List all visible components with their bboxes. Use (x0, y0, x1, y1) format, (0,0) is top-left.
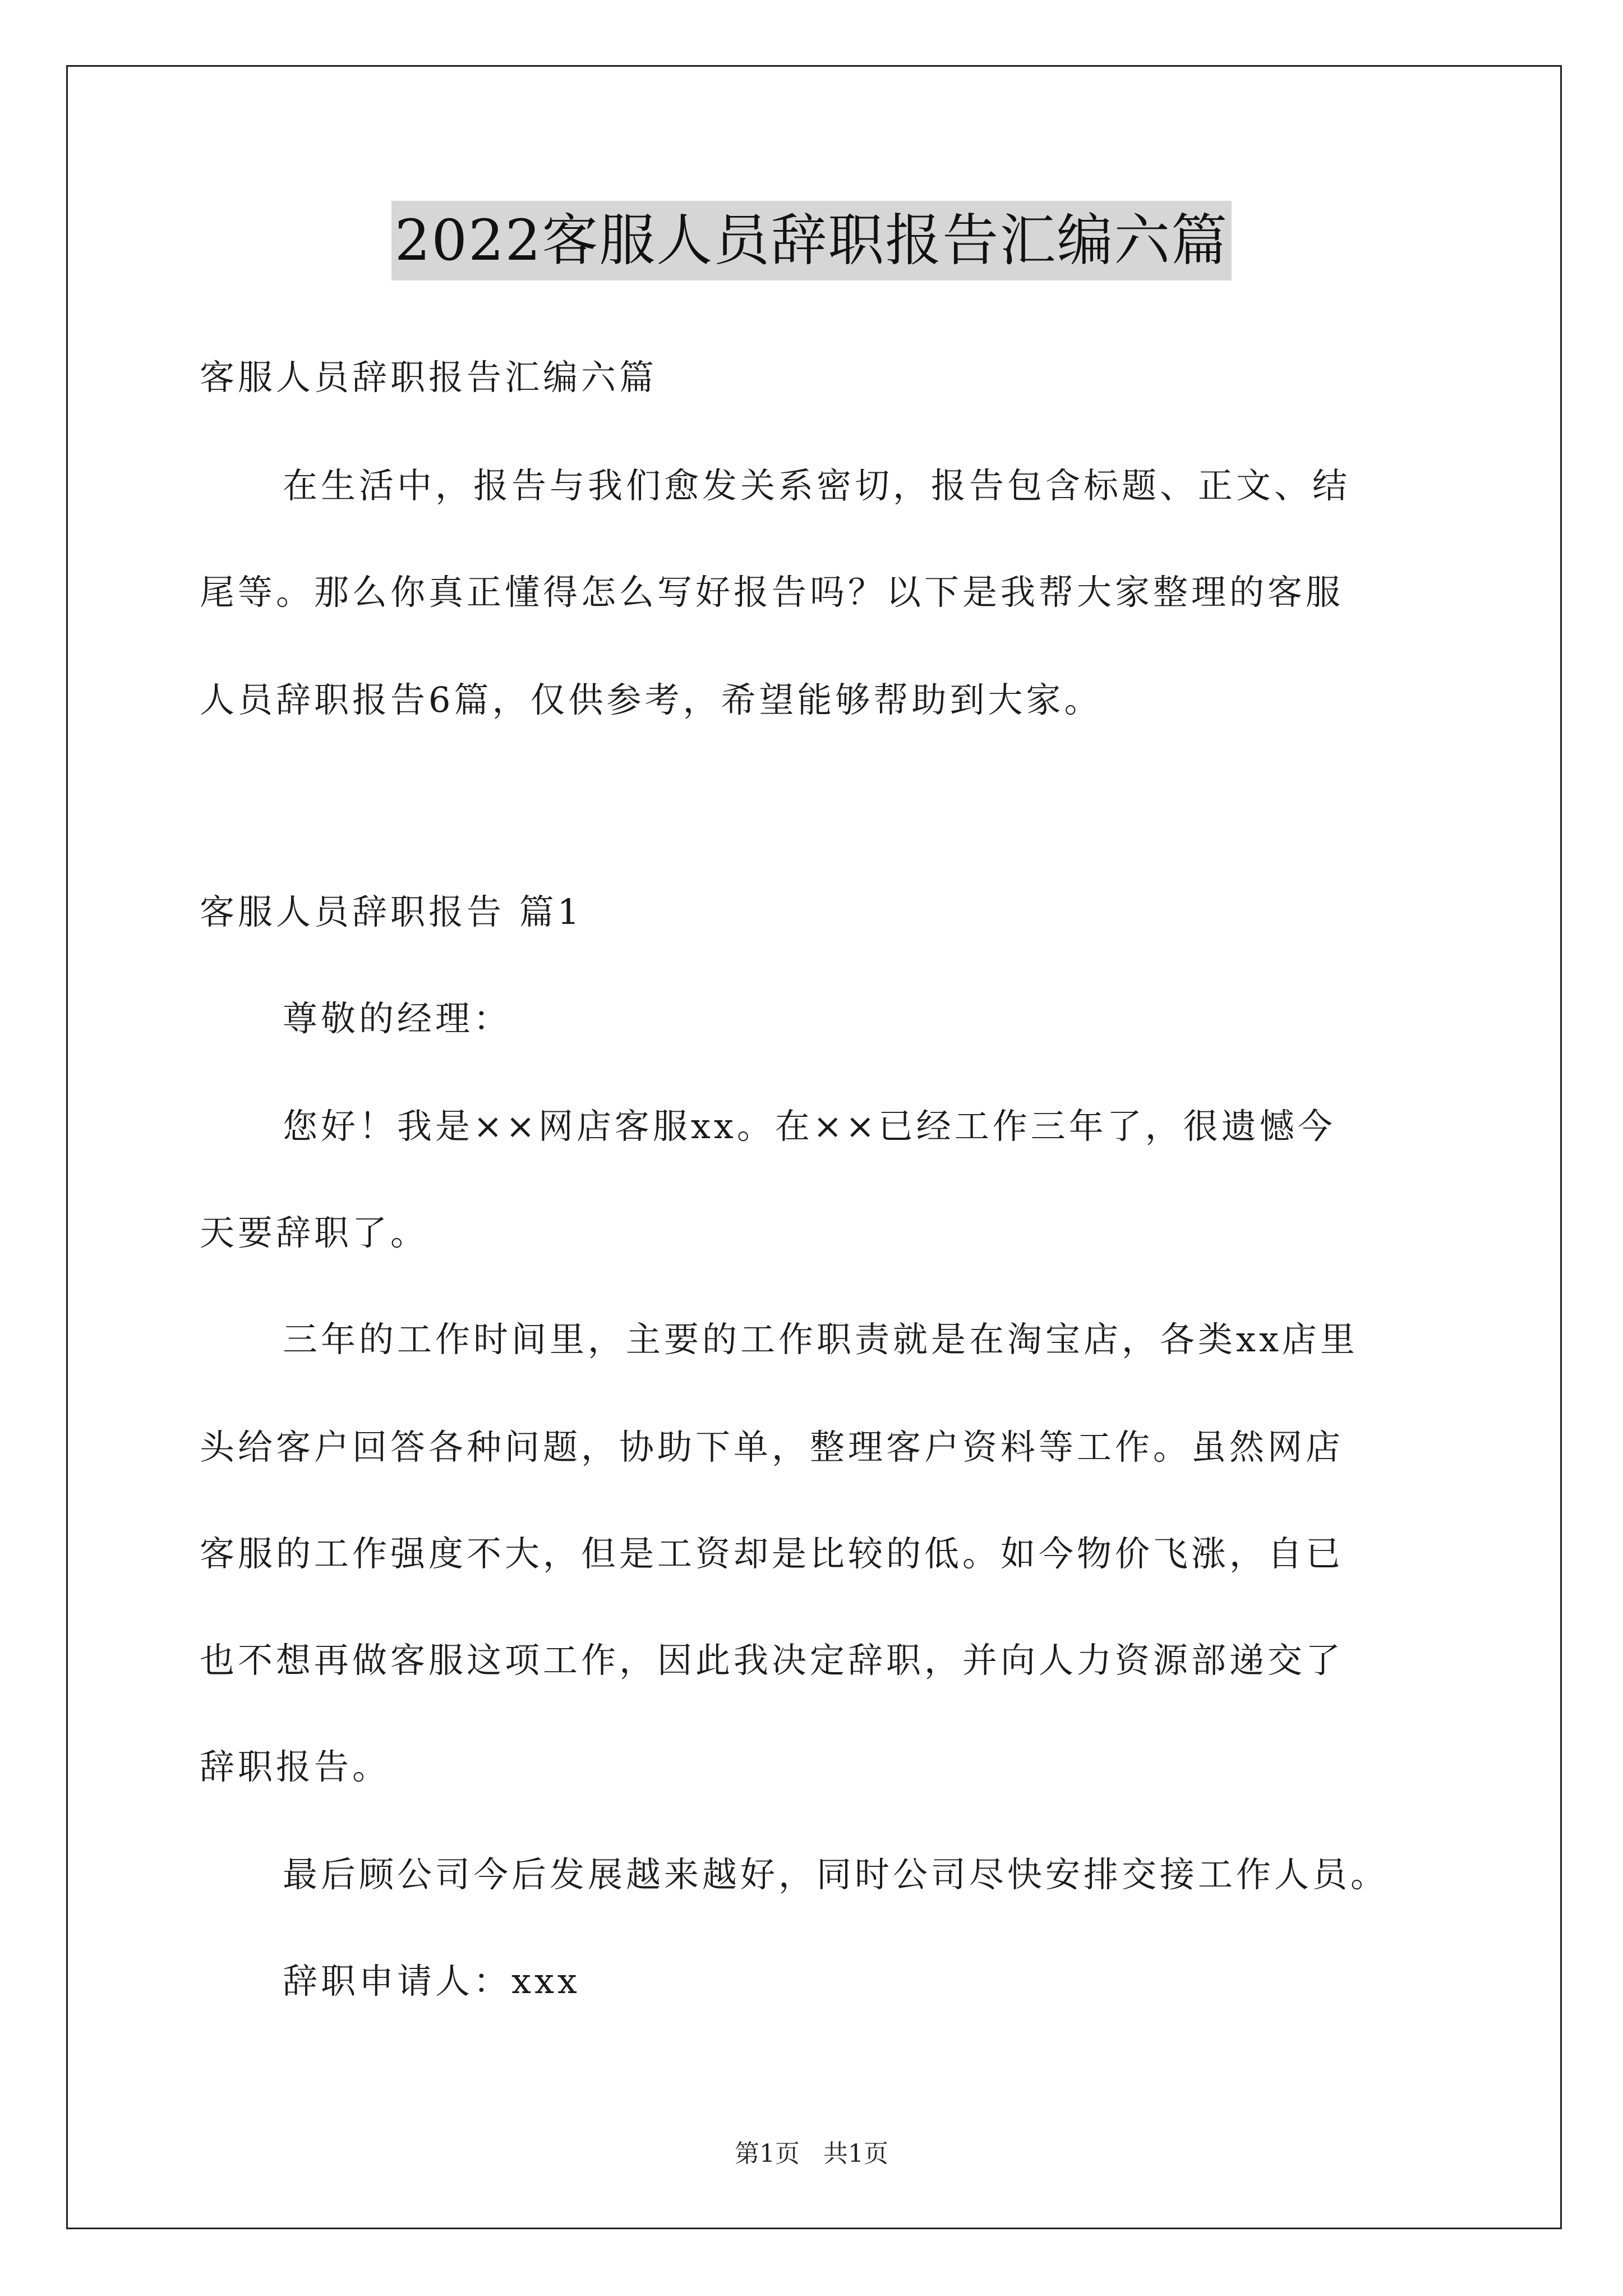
signature-line: 辞职申请人：xxx (283, 1961, 580, 2001)
document-subtitle: 客服人员辞职报告汇编六篇 (200, 357, 658, 398)
para2-line-3: 客服的工作强度不大，但是工资却是比较的低。如今物价飞涨，自已 (200, 1533, 1344, 1574)
page-footer (0, 2137, 1623, 2171)
para1-line-1: 您好！我是××网店客服xx。在××已经工作三年了，很遗憾今 (283, 1106, 1336, 1147)
para2-line-5: 辞职报告。 (200, 1746, 391, 1787)
para3-line: 最后顾公司今后发展越来越好，同时公司尽快安排交接工作人员。 (283, 1854, 1389, 1895)
document-title: 2022客服人员辞职报告汇编六篇 (391, 201, 1232, 280)
para2-line-2: 头给客户回答各种问题，协助下单，整理客户资料等工作。虽然网店 (200, 1427, 1344, 1467)
section-heading: 客服人员辞职报告 篇1 (200, 891, 583, 932)
salutation: 尊敬的经理： (283, 998, 512, 1039)
page-info: 第1页 共1页 (735, 2139, 888, 2168)
intro-line-2: 尾等。那么你真正懂得怎么写好报告吗？以下是我帮大家整理的客服 (200, 572, 1344, 613)
para1-line-2: 天要辞职了。 (200, 1212, 429, 1253)
para2-line-1: 三年的工作时间里，主要的工作职责就是在淘宝店，各类xx店里 (283, 1319, 1358, 1360)
intro-line-1: 在生活中，报告与我们愈发关系密切，报告包含标题、正文、结 (283, 465, 1351, 506)
para2-line-4: 也不想再做客服这项工作，因此我决定辞职，并向人力资源部递交了 (200, 1640, 1344, 1681)
title-container (0, 201, 1623, 280)
intro-line-3: 人员辞职报告6篇，仅供参考，希望能够帮助到大家。 (200, 679, 1103, 720)
